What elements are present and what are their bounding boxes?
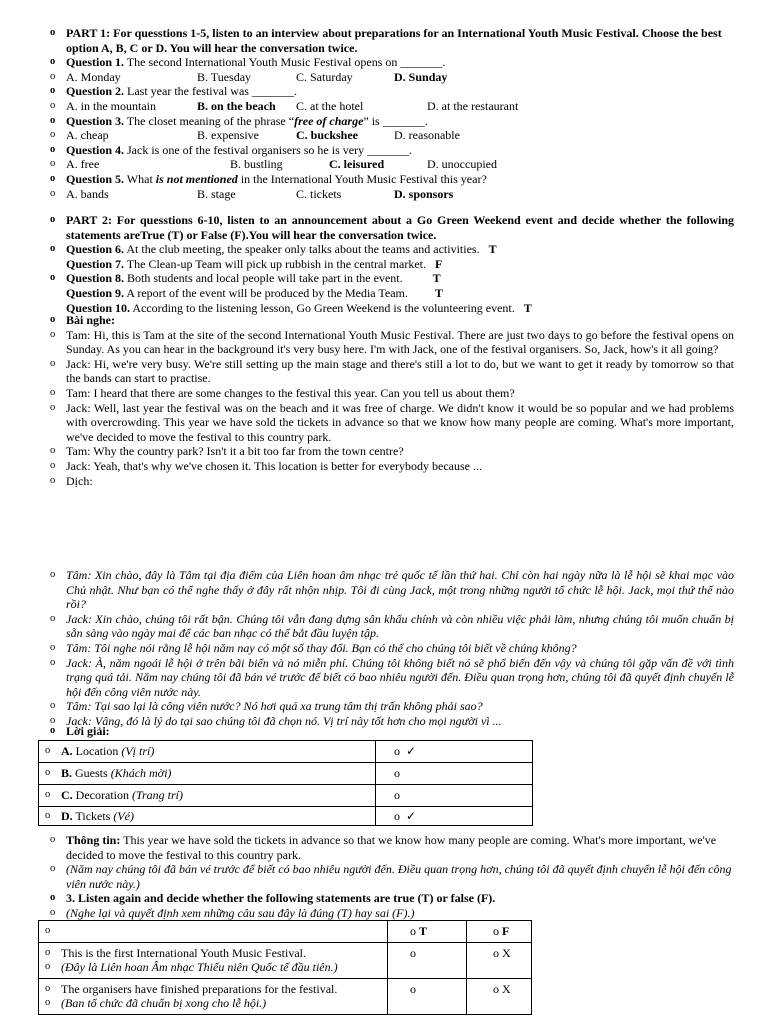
exercise3-table xyxy=(38,920,532,1015)
answer: T xyxy=(434,285,443,300)
question-1: o Question 1. The second International Youth Music Festival opens on _______. xyxy=(50,55,446,70)
bullet: o xyxy=(493,924,499,938)
transcript-heading: o Bài nghe: xyxy=(50,313,116,327)
bullet: o xyxy=(45,767,51,778)
bullet: o xyxy=(50,656,56,668)
bullet: o xyxy=(50,863,56,875)
translation-section xyxy=(0,568,768,729)
option: B. expensive xyxy=(197,128,259,143)
question-2-options xyxy=(0,99,768,114)
question-1-options xyxy=(0,70,768,85)
translation-label: o Dịch: xyxy=(50,473,93,488)
bullet: o xyxy=(50,357,56,369)
solution-table xyxy=(38,740,533,826)
bullet: o xyxy=(410,924,416,938)
option: A. in the mountain xyxy=(66,98,156,113)
bullet: o xyxy=(50,612,56,624)
transcript-line: o Tam: Why the country park? Isn't it a bit too far from the town centre? xyxy=(50,444,404,459)
bullet: o xyxy=(50,569,56,580)
col-t: T xyxy=(419,924,428,938)
bullet: o xyxy=(50,445,56,457)
option-correct: B. on the beach xyxy=(197,98,276,113)
bullet: o xyxy=(45,997,51,1009)
option: C. Saturday xyxy=(296,69,353,84)
bullet: o xyxy=(45,961,51,973)
option: D. at the restaurant xyxy=(427,98,519,113)
table-row: o C. Decoration (Trang trí) o xyxy=(39,785,533,807)
bullet: o xyxy=(394,766,400,780)
part2-section xyxy=(0,213,768,315)
bullet: o xyxy=(394,744,400,758)
check-icon: ✓ xyxy=(406,809,417,823)
answer: T xyxy=(523,300,532,315)
bullet: o xyxy=(45,982,51,994)
bullet: o xyxy=(50,459,56,471)
part1-heading: o PART 1: For quesstions 1-5, listen to an interview about preparations for an International Youth Music Festival. Choose the best option A, B, C or D. You will hear the conversation twice. xyxy=(50,26,722,55)
translation-line: o Jack: Vâng, đó là lý do tại sao chúng tôi đã chọn nó. Vị trí này tốt hơn cho mọi người vì ... xyxy=(50,713,502,728)
table-row: o This is the first International Youth Music Festival. o (Đây là Liên hoan Âm nhạc Thiếu niên Quốc tế đầu tiên.) o o X xyxy=(39,942,532,978)
solution-heading: o Lời giải: xyxy=(50,724,110,738)
option: B. stage xyxy=(197,186,236,201)
answer: T xyxy=(432,271,441,286)
option: D. reasonable xyxy=(394,128,460,143)
option: A. free xyxy=(66,157,100,172)
table-row: o B. Guests (Khách mời) o xyxy=(39,763,533,785)
option: A. bands xyxy=(66,186,109,201)
bullet: o xyxy=(50,834,56,845)
question-7: Question 7. The Clean-up Team will pick up rubbish in the central market. F xyxy=(66,256,443,271)
bullet: o xyxy=(50,158,56,170)
question-4-options xyxy=(0,157,768,172)
option: A. Monday xyxy=(66,69,121,84)
translation-line: o Jack: À, năm ngoái lễ hội ở trên bãi biển và nó miễn phí. Chúng tôi không biết nó sẽ phổ biến đến vậy và chúng tôi gặp vấn đề với tình trạng quá tải. Năm nay chúng tôi đã bán vé trước để biết có bao nhiêu người đến. Điều quan trọng hơn, chúng tôi đã quyết định chuyển lễ hội đến công viên nước này. xyxy=(50,655,734,699)
bullet: o xyxy=(45,810,51,821)
option: A. cheap xyxy=(66,128,109,143)
bullet: o xyxy=(50,314,56,325)
question-4: o Question 4. Jack is one of the festival organisers so he is very _______. xyxy=(50,142,413,157)
part1-section xyxy=(0,26,768,201)
bullet: o xyxy=(50,641,56,653)
table-row: o The organisers have finished preparations for the festival. o (Ban tổ chức đã chuẩn bị xong cho lễ hội.) o o X xyxy=(39,978,532,1014)
bullet: o xyxy=(50,187,56,199)
translation-line: o Jack: Xin chào, chúng tôi rất bận. Chúng tôi vẫn đang dựng sân khấu chính và còn nhiều việc phải làm, nhưng chúng tôi muốn chuẩn bị sẵn sàng vào ngày mai để các ban nhạc có thể bắt đầu luyện tập. xyxy=(50,611,734,641)
option-correct: C. leisured xyxy=(329,157,385,172)
bullet: o xyxy=(50,401,56,413)
transcript-line: o Jack: Hi, we're very busy. We're still setting up the main stage and there's still a lot to do, but we want to get it ready by tomorrow so that the bands can start to practise. xyxy=(50,356,734,386)
info-translation: o (Năm nay chúng tôi đã bán vé trước để biết có bao nhiêu người đến. Điều quan trọng hơn, chúng tôi đã quyết định chuyển lễ hội đến công viên nước này.) xyxy=(50,862,732,891)
table-row: o D. Tickets (Vé) o ✓ xyxy=(39,807,533,826)
question-5: o Question 5. What is not mentioned in the International Youth Music Festival this year? xyxy=(50,171,487,186)
answer: F xyxy=(434,256,443,271)
option: C. at the hotel xyxy=(296,98,364,113)
question-5-options xyxy=(0,187,768,202)
question-8: o Question 8. Both students and local people will take part in the event. T xyxy=(50,271,441,286)
option-correct: D. Sunday xyxy=(394,69,448,84)
bullet: o xyxy=(50,906,56,918)
bullet: o xyxy=(50,214,56,225)
bullet: o xyxy=(50,328,56,340)
bullet: o xyxy=(394,788,400,802)
bullet: o xyxy=(50,56,56,68)
question-6: o Question 6. At the club meeting, the speaker only talks about the teams and activities. T xyxy=(50,242,497,257)
bullet: o xyxy=(45,745,51,756)
option: C. tickets xyxy=(296,186,342,201)
transcript-line: o Jack: Well, last year the festival was on the beach and it was free of charge. We didn't know it would be so popular and we had problems with overcrowding. This year we have sold the tickets in advance so that we know how many people are coming. What's more important, we've decided to move the festival to this country park. xyxy=(50,400,734,444)
option-correct: C. buckshee xyxy=(296,128,359,143)
bullet: o xyxy=(50,725,56,736)
question-3-options xyxy=(0,128,768,143)
question-2: o Question 2. Last year the festival was _______. xyxy=(50,84,297,99)
bullet: o xyxy=(50,714,56,726)
bullet: o xyxy=(45,946,51,958)
bullet: o xyxy=(50,27,56,38)
answer-mark: X xyxy=(502,945,511,960)
info-section xyxy=(0,833,768,921)
translation-line: o Tâm: Tại sao lại là công viên nước? Nó hơi quá xa trung tâm thị trấn không phải sao? xyxy=(50,699,483,714)
bullet: o xyxy=(50,99,56,111)
question-10: Question 10. According to the listening lesson, Go Green Weekend is the volunteering event. T xyxy=(66,300,532,315)
exercise3-heading: o 3. Listen again and decide whether the following statements are true (T) or false (F). xyxy=(50,891,496,906)
bullet: o xyxy=(410,981,416,996)
question-3: o Question 3. The closet meaning of the phrase “free of charge” is _______. xyxy=(50,113,428,128)
bullet: o xyxy=(50,129,56,141)
transcript-section xyxy=(0,313,768,488)
answer: T xyxy=(488,242,497,257)
part2-heading: o PART 2: For quesstions 6-10, listen to an announcement about a Go Green Weekend event and decide whether the following statements areTrue (T) or False (F).You will hear the conversation twice. xyxy=(50,213,734,242)
bullet: o xyxy=(50,70,56,82)
bullet: o xyxy=(50,700,56,712)
exercise3-subheading: o (Nghe lại và quyết định xem những câu sau đây là đúng (T) hay sai (F).) xyxy=(50,905,415,920)
bullet: o xyxy=(50,474,56,486)
info-text: o Thông tin: This year we have sold the tickets in advance so that we know how many people are coming. What's more important, we've decided to move the festival to this country park. xyxy=(50,833,717,862)
bullet: o xyxy=(493,981,499,996)
bullet: o xyxy=(50,386,56,398)
bullet: o xyxy=(493,945,499,960)
table-row: o A. Location (Vị trí) o ✓ xyxy=(39,741,533,763)
bullet: o xyxy=(394,809,400,823)
bullet: o xyxy=(50,243,56,255)
bullet: o xyxy=(50,85,56,97)
bullet: o xyxy=(50,172,56,184)
transcript-line: o Tam: I heard that there are some changes to the festival this year. Can you tell us about them? xyxy=(50,385,515,400)
translation-line: o Tâm: Tôi nghe nói rằng lễ hội năm nay có một số thay đổi. Bạn có thể cho chúng tôi biết về chúng không? xyxy=(50,640,577,655)
bullet: o xyxy=(50,892,56,904)
transcript-line: o Tam: Hi, this is Tam at the site of the second International Youth Music Festival. There are just two days to go before the festival opens on Sunday. As you can hear in the background it's very busy here. I'm with Jack, one of the festival organisers. So, Jack, how's it all going? xyxy=(50,327,734,357)
option: D. unoccupied xyxy=(427,157,497,172)
option: B. Tuesday xyxy=(197,69,252,84)
option-correct: D. sponsors xyxy=(394,186,454,201)
table-header-row xyxy=(39,921,532,943)
answer-mark: X xyxy=(502,981,511,996)
question-9: Question 9. A report of the event will be produced by the Media Team. T xyxy=(66,285,443,300)
check-icon: ✓ xyxy=(406,744,417,758)
bullet: o xyxy=(45,925,51,936)
col-f: F xyxy=(502,924,510,938)
bullet: o xyxy=(410,945,416,960)
bullet: o xyxy=(50,143,56,155)
bullet: o xyxy=(50,114,56,126)
option: B. bustling xyxy=(230,157,283,172)
transcript-line: o Jack: Yeah, that's why we've chosen it. This location is better for everybody because ... xyxy=(50,458,482,473)
bullet: o xyxy=(50,272,56,284)
bullet: o xyxy=(45,789,51,800)
translation-line: o Tâm: Xin chào, đây là Tâm tại địa điểm của Liên hoan âm nhạc trẻ quốc tế lần thứ hai. Chỉ còn hai ngày nữa là lễ hội sẽ khai mạc vào Chủ nhật. Như bạn có thể nghe thấy ở đây rất nhộn nhịp. Tôi đi cùng Jack, một trong những người tổ chức lễ hội. Jack, mọi thứ thế nào rồi? xyxy=(50,568,734,612)
